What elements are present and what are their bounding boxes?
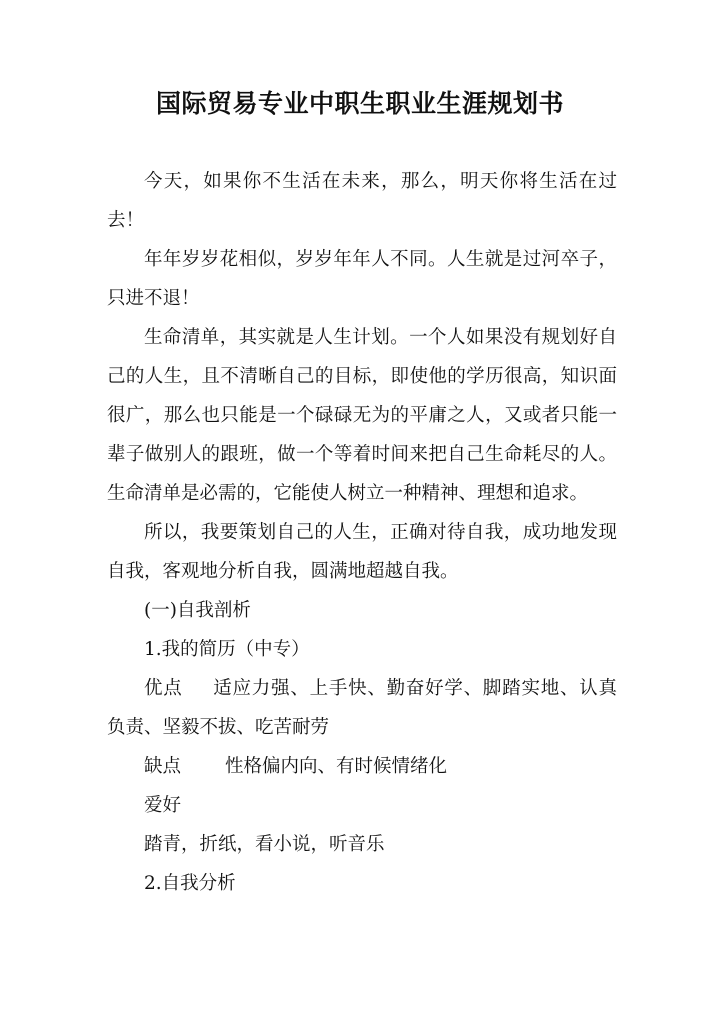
hobbies-text: 踏青，折纸，看小说，听音乐: [144, 834, 385, 855]
hobbies-label: 爱好: [144, 795, 182, 816]
strengths-row: [107, 669, 617, 747]
document-title: 国际贸易专业中职生职业生涯规划书: [155, 89, 564, 118]
paragraph-intro: 今天，如果你不生活在未来，那么，明天你将生活在过去！: [107, 171, 617, 231]
subheading-resume: 1.我的简历（中专）: [144, 639, 310, 660]
paragraph-life-list: 生命清单，其实就是人生计划。一个人如果没有规划好自己的人生，且不清晰自己的目标，即使他的学历很高，知识面很广，那么也只能是一个碌碌无为的平庸之人，又或者只能一辈子做别人的跟班，做一个等着时间来把自己生命耗尽的人。生命清单是必需的，它能使人树立一种精神、理想和追求。: [107, 327, 617, 504]
strengths-label: 优点: [144, 678, 183, 699]
document-body: [107, 162, 617, 903]
paragraph-conclusion: 所以，我要策划自己的人生，正确对待自我，成功地发现自我，客观地分析自我，圆满地超越自我。: [107, 522, 617, 582]
weaknesses-row: [107, 747, 617, 786]
paragraph-proverb: 年年岁岁花相似，岁岁年年人不同。人生就是过河卒子，只进不退！: [107, 249, 617, 309]
strengths-text: 适应力强、上手快、勤奋好学、脚踏实地、认真负责、坚毅不拔、吃苦耐劳: [107, 678, 617, 738]
weaknesses-text: 性格偏内向、有时候情绪化: [225, 756, 448, 777]
weaknesses-label: 缺点: [144, 756, 182, 777]
section-heading: (一)自我剖析: [144, 600, 251, 621]
subheading-self-analysis: 2.自我分析: [144, 873, 236, 894]
